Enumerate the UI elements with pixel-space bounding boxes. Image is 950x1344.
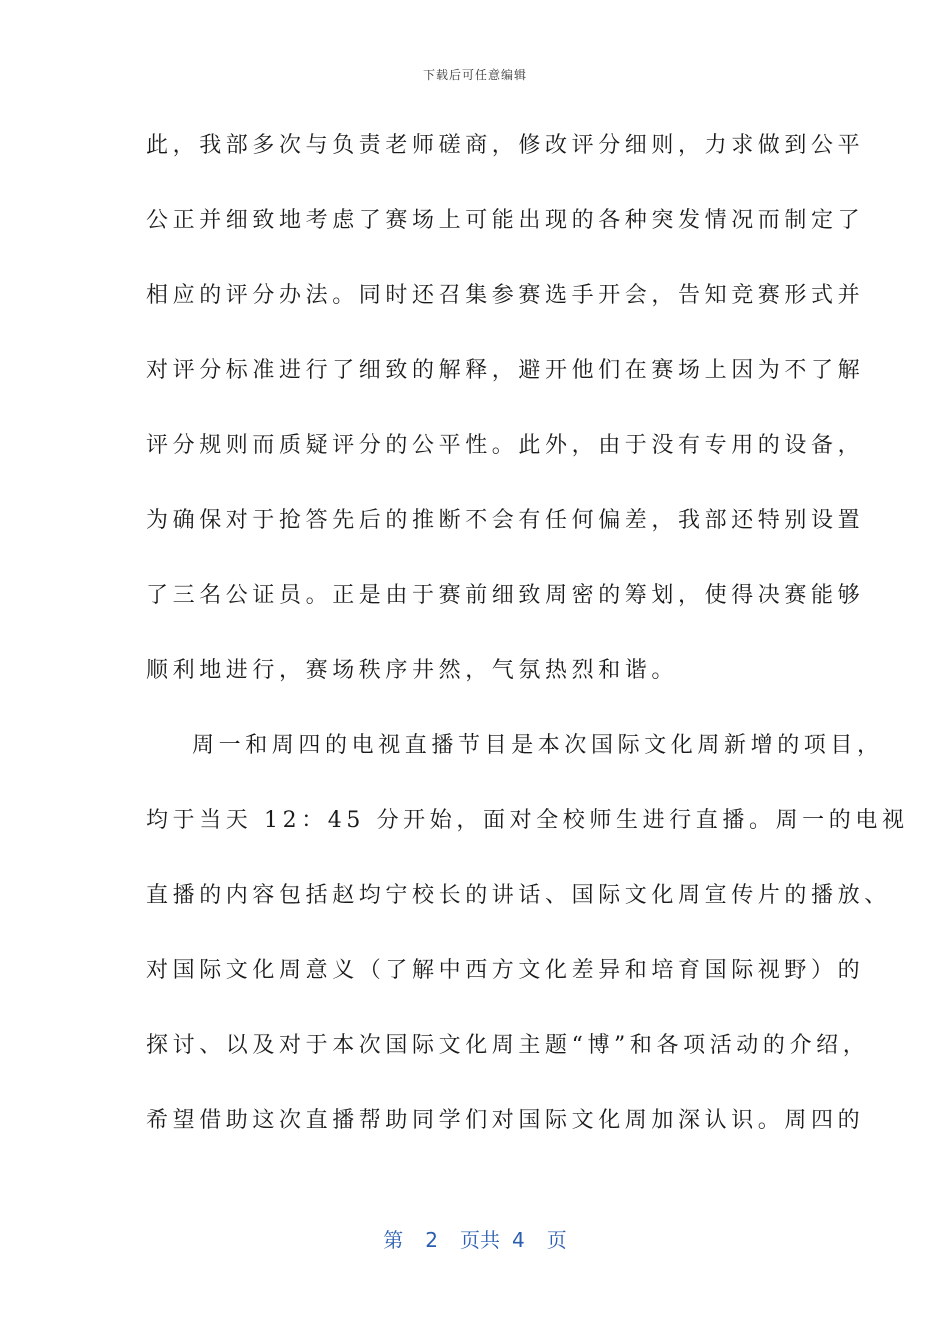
page-footer [0,1224,950,1253]
body-line: 此，我部多次与负责老师磋商，修改评分细则，力求做到公平 [146,133,865,158]
footer-current-page: 2 [425,1228,438,1252]
page-header-note: 下载后可任意编辑 [422,68,527,82]
document-body [146,118,909,1168]
body-line: 公正并细致地考虑了赛场上可能出现的各种突发情况而制定了 [146,208,865,233]
footer-label-of: 页共 [460,1228,500,1252]
body-line: 探讨、以及对于本次国际文化周主题“博”和各项活动的介绍， [146,1033,870,1058]
body-line-paragraph-start: 周一和周四的电视直播节目是本次国际文化周新增的项目， [192,733,884,758]
body-line: 了三名公证员。正是由于赛前细致周密的筹划，使得决赛能够 [146,583,865,608]
body-line: 直播的内容包括赵均宁校长的讲话、国际文化周宣传片的播放、 [146,883,891,908]
body-line: 均于当天 12：45 分开始，面对全校师生进行直播。周一的电视 [146,808,909,833]
footer-total-pages: 4 [512,1228,525,1252]
body-line: 顺利地进行，赛场秩序井然，气氛热烈和谐。 [146,658,679,683]
body-line: 评分规则而质疑评分的公平性。此外，由于没有专用的设备， [146,433,865,458]
body-line: 为确保对于抢答先后的推断不会有任何偏差，我部还特别设置 [146,508,865,533]
body-line: 对国际文化周意义（了解中西方文化差异和培育国际视野）的 [146,958,865,983]
body-line: 对评分标准进行了细致的解释，避开他们在赛场上因为不了解 [146,358,865,383]
footer-label-page: 第 [383,1228,404,1252]
body-line: 相应的评分办法。同时还召集参赛选手开会，告知竞赛形式并 [146,283,865,308]
body-line: 希望借助这次直播帮助同学们对国际文化周加深认识。周四的 [146,1108,865,1133]
footer-label-end: 页 [546,1228,567,1252]
